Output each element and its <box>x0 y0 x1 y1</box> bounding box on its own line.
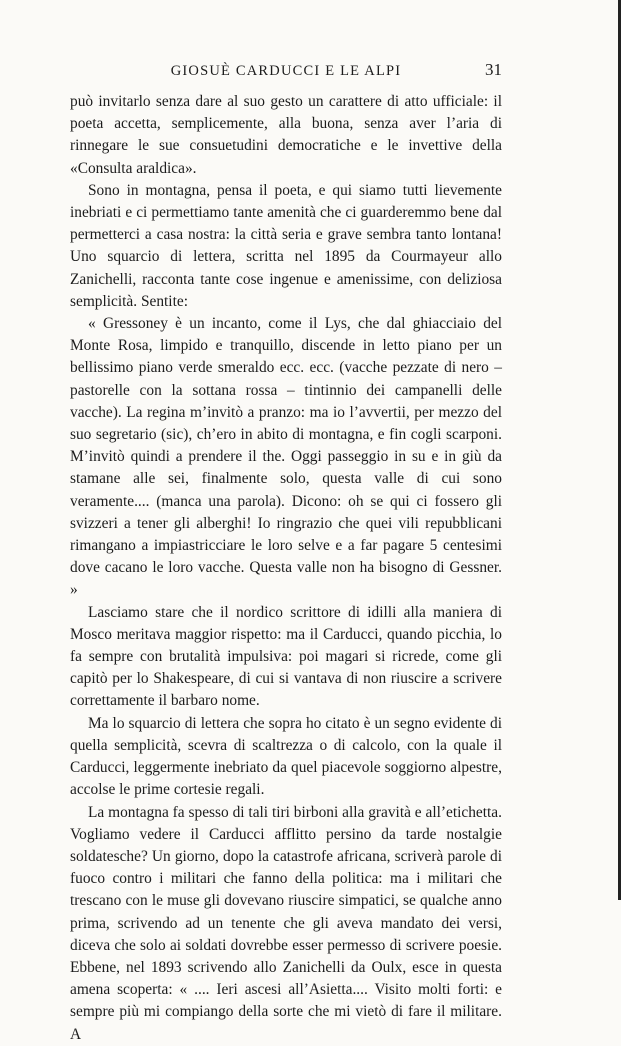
paragraph-letter-quote: « Gressoney è un incanto, come il Lys, che dal ghiacciaio del Monte Rosa, limpido e tranquillo, discende in letto piano per un bellissimo piano verde smeraldo ecc. ecc. (vacche pezzate di nero – pastorelle con la sottana rossa – tintinnio dei campanelli delle vacche). La regina m’invitò a pranzo: ma io l’avvertii, per mezzo del suo segretario (sic), ch’ero in abito di montagna, e fin cogli scarponi. M’invitò quindi a prendere il the. Oggi passeggio in su e in giù da stamane alle sei, finalmente solo, questa valle di cui sono veramente.... (manca una parola). Dicono: oh se qui ci fossero gli svizzeri a tener gli alberghi! Io ringrazio che quei vili repubblicani rimangano a impiastricciare le loro selve e a far pagare 5 centesimi dove cacano le loro vacche. Questa valle non ha bisogno di Gessner. » <box>70 315 502 599</box>
body-text <box>70 91 502 1046</box>
paragraph-military: La montagna fa spesso di tali tiri birboni alla gravità e all’etichetta. Vogliamo vedere il Carducci afflitto persino da tarde nostalgie soldatesche? Un giorno, dopo la catastrofe africana, scriverà parole di fuoco contro i militari che fanno della politica: ma i militari che trescano con le muse gli dovevano riuscire simpatici, se qualche anno prima, scrivendo ad un tenente che gli aveva mandato dei versi, diceva che solo ai soldati dovrebbe esser permesso di scrivere poesie. Ebbene, nel 1893 scrivendo allo Zanichelli da Oulx, esce in questa amena scoperta: « .... Ieri ascesi all’Asietta.... Visito molti forti: e sempre più mi compiango della sorte che mi vietò di fare il militare. A <box>70 803 502 1043</box>
paragraph-continuation: può invitarlo senza dare al suo gesto un carattere di atto ufficiale: il poeta accetta, semplicemente, alla buona, senza aver l’aria di rinnegare le sue consuetudini democratiche e le invettive della «Consulta araldica». <box>70 93 502 177</box>
paragraph-simplicity: Ma lo squarcio di lettera che sopra ho citato è un segno evidente di quella semplicità, scevra di scaltrezza o di calcolo, con la quale il Carducci, leggermente inebriato da quel piacevole soggiorno alpestre, accolse le prime cortesie regali. <box>70 714 502 799</box>
page-number: 31 <box>485 60 502 79</box>
running-title: GIOSUÈ CARDUCCI E LE ALPI <box>170 63 402 79</box>
page-header <box>70 60 502 83</box>
paragraph-gessner: Lasciamo stare che il nordico scrittore di idilli alla maniera di Mosco meritava maggior rispetto: ma il Carducci, quando picchia, lo fa sempre con brutalità impulsiva: poi magari si ricrede, come gli capitò per lo Shakespeare, di cui si vantava di non riuscire a scrivere correttamente il barbaro nome. <box>70 603 502 710</box>
paragraph-mountain: Sono in montagna, pensa il poeta, e qui siamo tutti lievemente inebriati e ci permettiamo tante amenità che ci guarderemmo bene dal permetterci a casa nostra: la città seria e grave sembra tanto lontana! Uno squarcio di lettera, scritta nel 1895 da Courmayeur allo Zanichelli, racconta tante cose ingenue e amenissime, con deliziosa semplicità. Sentite: <box>70 181 502 310</box>
